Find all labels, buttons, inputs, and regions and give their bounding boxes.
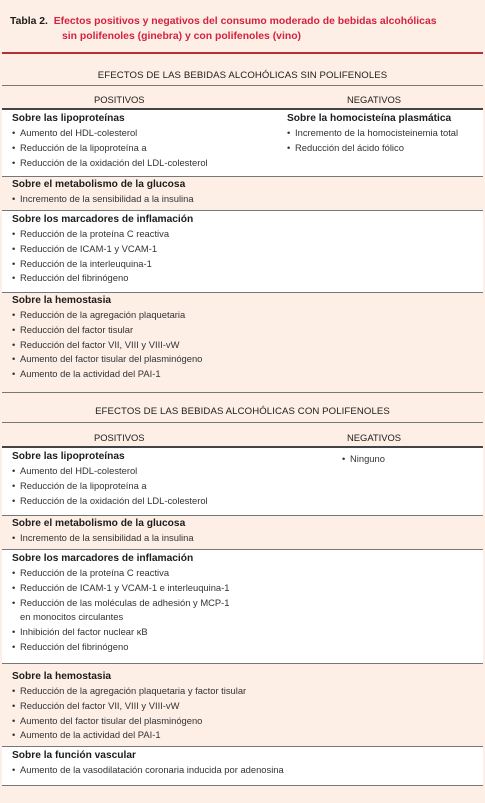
list-item: • Incremento de la homocisteinemia total	[287, 126, 477, 141]
list-item: • Reducción de ICAM-1 y VCAM-1 e interleuquina-1	[12, 581, 472, 596]
caption-line-1: Efectos positivos y negativos del consumo moderado de bebidas alcohólicas	[53, 16, 437, 27]
positive-group	[12, 450, 312, 508]
caption-rule	[2, 52, 483, 54]
list-item	[12, 596, 472, 626]
list-item: • Reducción de la interleuquina-1	[12, 257, 472, 272]
list-item: • Reducción del fibrinógeno	[12, 640, 472, 655]
list-item: • Reducción de la oxidación del LDL-colesterol	[12, 494, 312, 509]
divider	[2, 392, 483, 393]
negative-column-header: NEGATIVOS	[347, 432, 402, 443]
group-heading: Sobre la hemostasia	[12, 671, 112, 682]
list-item: • Aumento de la actividad del PAI-1	[12, 367, 472, 382]
positive-group	[12, 749, 472, 778]
list-item: • Incremento de la sensibilidad a la insulina	[12, 192, 472, 207]
table-page	[2, 2, 483, 799]
group-heading: Sobre el metabolismo de la glucosa	[12, 179, 186, 190]
list-item: • Reducción de la agregación plaquetaria	[12, 308, 472, 323]
list-item-line: en monocitos circulantes	[20, 611, 124, 623]
divider	[2, 292, 483, 293]
negative-column-header: NEGATIVOS	[347, 94, 402, 105]
list-item: • Aumento del factor tisular del plasminógeno	[12, 352, 472, 367]
divider	[2, 422, 483, 423]
section-title: EFECTOS DE LAS BEBIDAS ALCOHÓLICAS SIN POLIFENOLES	[97, 70, 388, 81]
section-title: EFECTOS DE LAS BEBIDAS ALCOHÓLICAS CON POLIFENOLES	[95, 406, 390, 417]
group-heading: Sobre la función vascular	[12, 750, 136, 761]
divider	[2, 176, 483, 177]
positive-group	[12, 178, 472, 207]
positive-group	[12, 213, 472, 286]
list-item: • Reducción de la proteína C reactiva	[12, 227, 472, 242]
divider	[2, 515, 483, 516]
bottom-divider	[2, 785, 483, 786]
group-heading: Sobre la hemostasia	[12, 295, 112, 306]
list-item: • Reducción de la lipoproteína a	[12, 141, 282, 156]
positive-column-header: POSITIVOS	[94, 94, 145, 105]
divider	[2, 85, 483, 86]
positive-group	[12, 552, 472, 655]
negative-group	[287, 112, 477, 156]
table-caption	[10, 14, 480, 44]
group-heading: Sobre los marcadores de inflamación	[12, 214, 194, 225]
positive-group	[12, 517, 472, 546]
list-item: • Aumento de la actividad del PAI-1	[12, 728, 472, 743]
list-item: • Reducción del fibrinógeno	[12, 271, 472, 286]
negative-group	[342, 452, 472, 467]
positive-group	[12, 294, 472, 382]
list-item: • Reducción de ICAM-1 y VCAM-1	[12, 242, 472, 257]
list-item: • Aumento del factor tisular del plasminógeno	[12, 714, 472, 729]
positive-group	[12, 670, 472, 743]
group-heading: Sobre la homocisteína plasmática	[287, 113, 452, 124]
list-item: • Reducción de la proteína C reactiva	[12, 566, 472, 581]
group-heading: Sobre las lipoproteínas	[12, 113, 125, 124]
group-heading: Sobre el metabolismo de la glucosa	[12, 518, 186, 529]
list-item: • Aumento del HDL-colesterol	[12, 464, 312, 479]
positive-column-header: POSITIVOS	[94, 432, 145, 443]
list-item: • Reducción del factor VII, VIII y VIII-vW	[12, 699, 472, 714]
caption-line-2: sin polifenoles (ginebra) y con polifenoles (vino)	[62, 31, 302, 42]
list-item: • Reducción de la agregación plaquetaria y factor tisular	[12, 684, 472, 699]
list-item: • Inhibición del factor nuclear κB	[12, 625, 472, 640]
group-heading: Sobre los marcadores de inflamación	[12, 553, 194, 564]
list-item: • Reducción del factor tisular	[12, 323, 472, 338]
list-item: • Reducción de la oxidación del LDL-colesterol	[12, 156, 282, 171]
list-item-line: • Reducción de las moléculas de adhesión y MCP-1	[20, 596, 230, 608]
table-label: Tabla 2.	[10, 16, 48, 27]
list-item: • Ninguno	[342, 452, 472, 467]
group-heading: Sobre las lipoproteínas	[12, 451, 125, 462]
divider	[2, 663, 483, 664]
list-item: • Aumento de la vasodilatación coronaria inducida por adenosina	[12, 763, 472, 778]
list-item: • Reducción del factor VII, VIII y VIII-vW	[12, 338, 472, 353]
list-item: • Incremento de la sensibilidad a la insulina	[12, 531, 472, 546]
list-item: • Reducción de la lipoproteína a	[12, 479, 312, 494]
list-item: • Aumento del HDL-colesterol	[12, 126, 282, 141]
list-item: • Reducción del ácido fólico	[287, 141, 477, 156]
positive-group	[12, 112, 282, 170]
